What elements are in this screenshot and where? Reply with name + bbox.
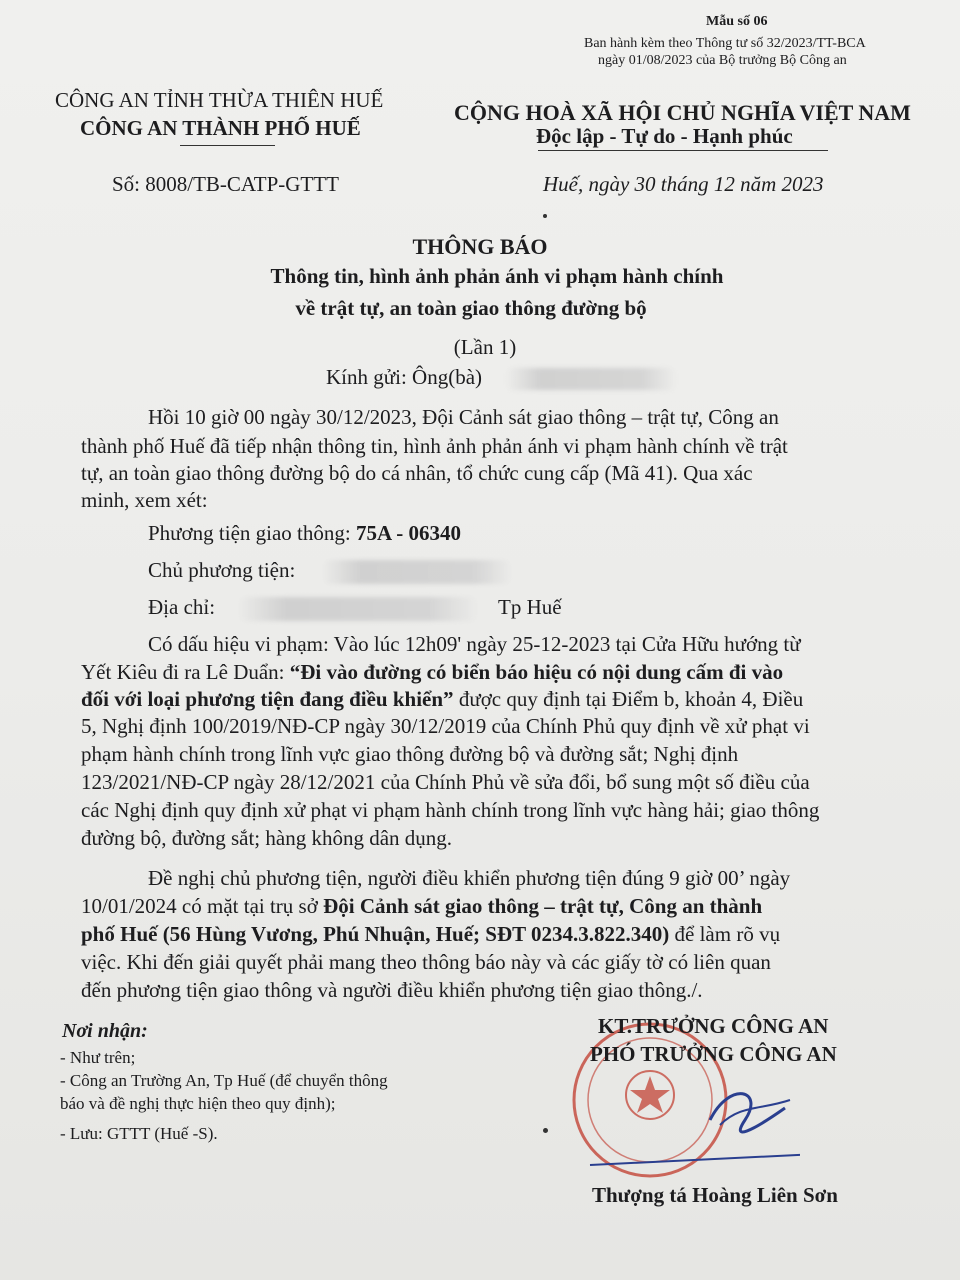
vehicle-label: Phương tiện giao thông: [148,521,356,545]
paragraph2-line1: Có dấu hiệu vi phạm: Vào lúc 12h09' ngày 25-12-2023 tại Cửa Hữu hướng từ [148,632,801,656]
vehicle-plate: 75A - 06340 [355,521,461,545]
paragraph2-line3 [81,687,803,712]
paragraph3-line3 [81,922,780,947]
appointment-date: 10/01/2024 có mặt tại trụ sở [81,894,324,918]
owner-line [148,558,295,583]
regulation-ref: được quy định tại Điểm b, khoản 4, Điều [453,687,804,711]
paragraph3-line4: việc. Khi đến giải quyết phải mang theo thông báo này và các giấy tờ có liên quan [81,950,771,974]
paragraph2-line7: các Nghị định quy định xử phạt vi phạm hành chính trong lĩnh vực hàng hải; giao thông [81,798,820,822]
redacted-address [238,597,478,621]
address-city: Tp Huế [498,595,562,619]
owner-label: Chủ phương tiện: [148,558,296,582]
violation-desc-part2: đối với loại phương tiện đang điều khiển” [81,687,454,711]
document-number: Số: 8008/TB-CATP-GTTT [112,172,339,196]
redacted-recipient-name [506,368,676,390]
paragraph1-line3: tự, an toàn giao thông đường bộ do cá nhân, tổ chức cung cấp (Mã 41). Qua xác [81,461,753,485]
paragraph2-line4: 5, Nghị định 100/2019/NĐ-CP ngày 30/12/2019 của Chính Phủ quy định về xử phạt vi [81,714,810,738]
paragraph3-line1: Đề nghị chủ phương tiện, người điều khiển phương tiện đúng 9 giờ 00’ ngày [148,866,791,890]
paragraph1-line4: minh, xem xét: [81,488,208,512]
signature-title-line1: KT.TRƯỞNG CÔNG AN [598,1014,829,1038]
recipient-item3: - Lưu: GTTT (Huế -S). [60,1124,218,1143]
paragraph2-line6: 123/2021/NĐ-CP ngày 28/12/2021 của Chính Phủ về sửa đổi, bổ sung một số điều của [81,770,810,794]
paragraph2-line5: phạm hành chính trong lĩnh vực giao thông đường bộ và đường sắt; Nghị định [81,742,739,766]
form-issued-line2: ngày 01/08/2023 của Bộ trưởng Bộ Công an [598,53,847,68]
paragraph1-line1: Hồi 10 giờ 00 ngày 30/12/2023, Đội Cảnh sát giao thông – trật tự, Công an [148,405,779,429]
agency-parent: CÔNG AN TỈNH THỪA THIÊN HUẾ [55,88,384,112]
recipient-item2-line2: báo và đề nghị thực hiện theo quy định); [60,1094,336,1113]
notice-round: (Lần 1) [453,335,517,359]
place-date: Huế, ngày 30 tháng 12 năm 2023 [543,172,824,196]
redacted-owner-name [322,560,512,584]
signer-name: Thượng tá Hoàng Liên Sơn [592,1183,838,1207]
nation-name: CỘNG HOÀ XÃ HỘI CHỦ NGHĨA VIỆT NAM [454,100,911,125]
paragraph2-line2 [81,660,783,685]
address-label: Địa chỉ: [148,595,216,619]
stray-dot [543,214,547,218]
motto-underline [538,150,828,151]
paragraph1-line2: thành phố Huế đã tiếp nhận thông tin, hình ảnh phản ánh vi phạm hành chính về trật [81,434,788,458]
vehicle-line [148,521,461,546]
paragraph3-line3-tail: để làm rõ vụ [669,922,781,946]
paragraph3-line2 [81,894,762,919]
nation-motto: Độc lập - Tự do - Hạnh phúc [536,124,793,148]
agency-issuer: CÔNG AN THÀNH PHỐ HUẾ [80,116,361,140]
violation-location: Yết Kiêu đi ra Lê Duẩn: [81,660,290,684]
recipient-salutation: Kính gửi: Ông(bà) [326,365,483,389]
paragraph3-line5: đến phương tiện giao thông và người điều khiển phương tiện giao thông./. [81,978,703,1002]
form-number: Mẫu số 06 [706,14,768,29]
form-issued-line1: Ban hành kèm theo Thông tư số 32/2023/TT-BCA [584,36,866,51]
recipient-item1: - Như trên; [60,1048,136,1067]
agency-underline [180,145,275,146]
document-title: THÔNG BÁO [412,234,548,259]
document-subtitle-line1: Thông tin, hình ảnh phản ánh vi phạm hành chính [270,264,724,288]
recipients-label: Nơi nhận: [62,1020,148,1042]
stray-dot-2 [543,1128,548,1133]
office-name-part1: Đội Cảnh sát giao thông – trật tự, Công an thành [323,894,763,918]
signature-title-line2: PHÓ TRƯỞNG CÔNG AN [590,1042,837,1066]
recipient-item2-line1: - Công an Trường An, Tp Huế (để chuyển thông [60,1071,388,1090]
paragraph2-line8: đường bộ, đường sắt; hàng không dân dụng. [81,826,453,850]
office-address: phố Huế (56 Hùng Vương, Phú Nhuận, Huế; SĐT 0234.3.822.340) [81,922,670,946]
violation-desc-part1: “Đi vào đường có biển báo hiệu có nội dung cấm đi vào [289,660,784,684]
document-subtitle-line2: về trật tự, an toàn giao thông đường bộ [295,296,647,320]
